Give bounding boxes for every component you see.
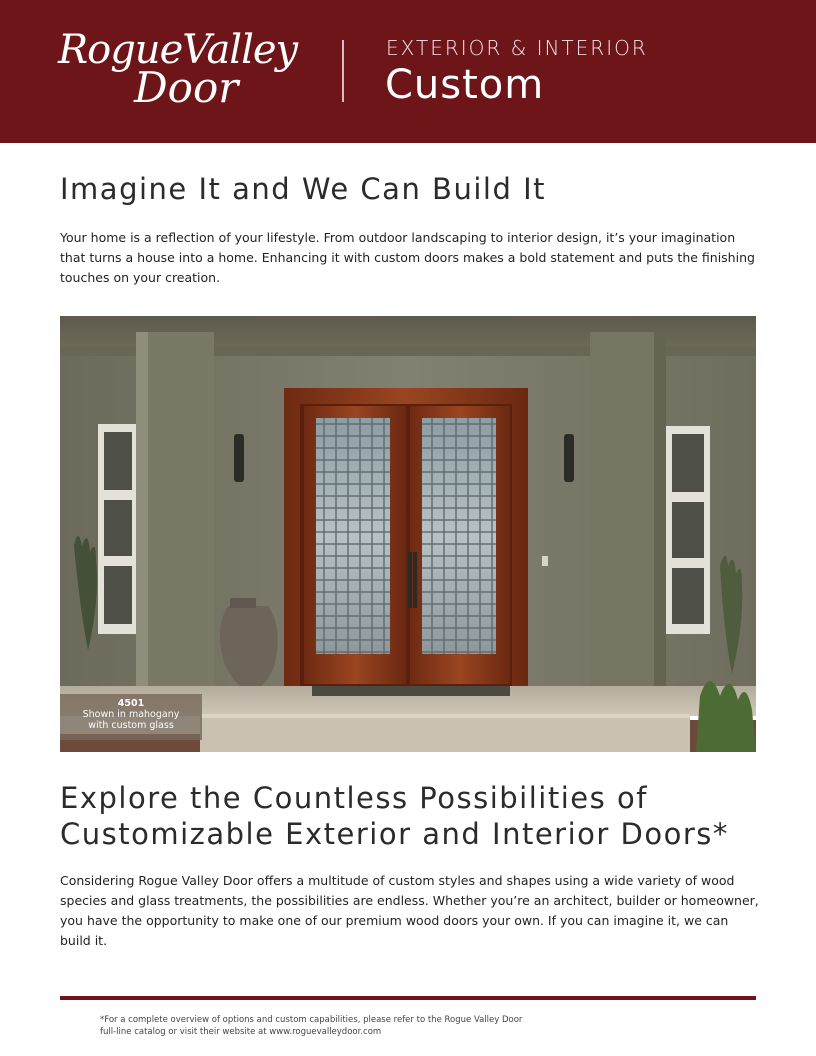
section1-body: Your home is a reflection of your lifestyle. From outdoor landscaping to interior design, it’s your imagination that turns a house into a home. Enhancing it with custom doors makes a bold statement and puts the finishing touches on your creation. [60, 230, 755, 285]
photo-caption [60, 694, 202, 740]
logo-wordmark-line2: Door [134, 63, 239, 112]
caption-model-number: 4501 [117, 698, 145, 709]
footnote-line1: *For a complete overview of options and custom capabilities, please refer to the Rogue Valley Door [100, 1015, 523, 1025]
section2-heading: Explore the Countless Possibilities of Customizable Exterior and Interior Doors* [60, 781, 729, 851]
footnote [100, 1014, 620, 1038]
footnote-line2: full-line catalog or visit their website at www.roguevalleydoor.com [100, 1027, 382, 1037]
section2-body: Considering Rogue Valley Door offers a multitude of custom styles and shapes using a wide variety of wood species and glass treatments, the possibilities are endless. Whether you’re an architect, builder or homeowner, you have the opportunity to make one of our premium wood doors your own. If you can imagine it, we can build it. [60, 873, 759, 948]
header-title: Custom [385, 62, 545, 108]
caption-line2: with custom glass [88, 720, 174, 731]
logo-wordmark-line1: RogueValley [58, 27, 298, 73]
header-banner [0, 0, 816, 143]
header-divider [342, 40, 344, 102]
footer-rule [60, 996, 756, 1000]
door-photo [60, 316, 756, 752]
header-kicker: EXTERIOR & INTERIOR [386, 36, 648, 60]
caption-line1: Shown in mahogany [82, 709, 180, 720]
section1-heading: Imagine It and We Can Build It [60, 172, 546, 206]
brand-logo[interactable] [58, 26, 308, 112]
